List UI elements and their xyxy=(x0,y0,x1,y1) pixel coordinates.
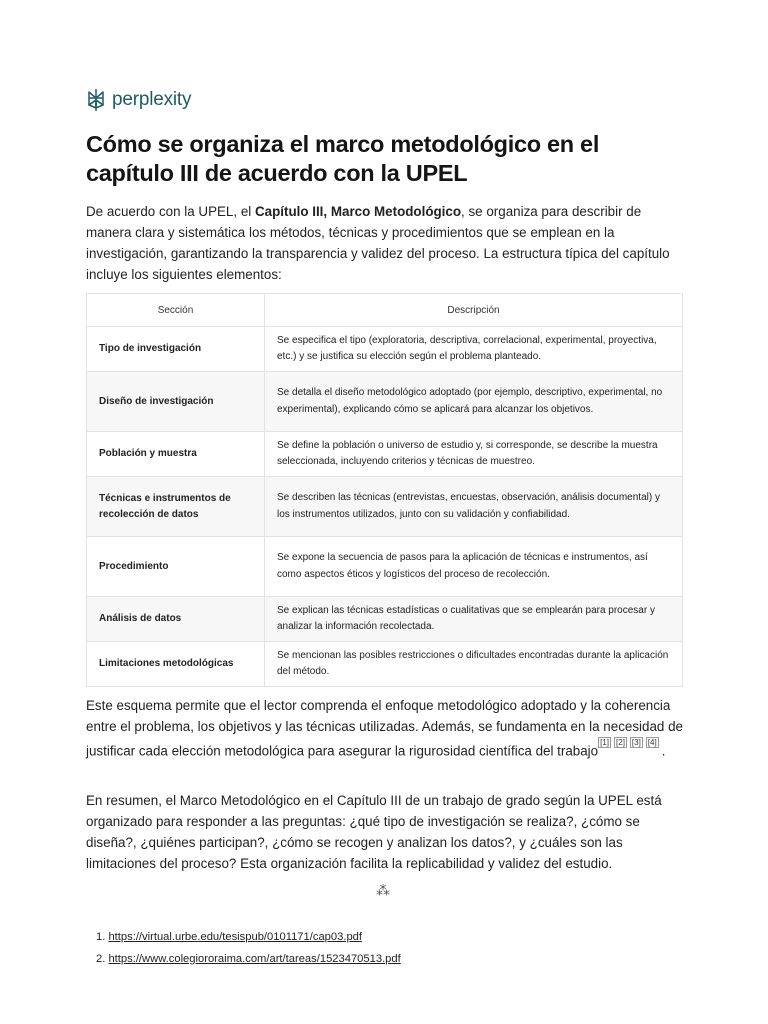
summary-text-end: . xyxy=(661,743,666,759)
description-cell: Se mencionan las posibles restricciones o dificultades encontradas durante la aplicación del método. xyxy=(265,642,683,687)
section-cell: Tipo de investigación xyxy=(87,327,265,372)
description-cell: Se describen las técnicas (entrevistas, encuestas, observación, análisis documental) y los instrumentos utilizados, junto con su validación y confiabilidad. xyxy=(265,477,683,537)
section-cell: Procedimiento xyxy=(87,537,265,597)
intro-text-start: De acuerdo con la UPEL, el xyxy=(86,204,255,219)
description-cell: Se define la población o universo de estudio y, si corresponde, se describe la muestra seleccionada, incluyendo criterios y técnicas de muestreo. xyxy=(265,432,683,477)
summary-text: Este esquema permite que el lector comprenda el enfoque metodológico adoptado y la coherencia entre el problema, los objetivos y las técnicas utilizadas. Además, se fundamenta en la necesidad de justificar cada elección metodológica para asegurar la rigurosidad científica del trabajo xyxy=(86,698,683,759)
table-row xyxy=(87,327,683,372)
section-cell: Limitaciones metodológicas xyxy=(87,642,265,687)
description-cell: Se expone la secuencia de pasos para la aplicación de técnicas e instrumentos, así como aspectos éticos y logísticos del proceso de recolección. xyxy=(265,537,683,597)
intro-bold: Capítulo III, Marco Metodológico xyxy=(254,204,462,219)
conclusion-paragraph: En resumen, el Marco Metodológico en el Capítulo III de un trabajo de grado según la UPEL está organizado para responder a las preguntas: ¿qué tipo de investigación se realiza?, ¿cómo se diseña?, ¿quiénes participan?, ¿cómo se recogen y analizan los datos?, y ¿cuáles son las limitaciones del proceso? Esta organización facilita la replicabilidad y validez del estudio. xyxy=(86,793,662,871)
reference-link[interactable]: https://www.colegiororaima.com/art/tareas/1523470513.pdf xyxy=(108,953,401,965)
description-cell: Se detalla el diseño metodológico adoptado (por ejemplo, descriptivo, experimental, no experimental), explicando cómo se aplicará para alcanzar los objetivos. xyxy=(265,372,683,432)
reference-item xyxy=(96,926,401,948)
perplexity-logo-icon xyxy=(86,88,106,112)
citation-link-4[interactable]: [4] xyxy=(647,737,657,747)
summary-paragraph xyxy=(86,695,691,761)
section-divider: ⁂ xyxy=(376,882,390,898)
table-row xyxy=(87,642,683,687)
reference-item xyxy=(96,948,401,970)
citation-link-1[interactable]: [1] xyxy=(600,737,610,747)
page-title: Cómo se organiza el marco metodológico en el capítulo III de acuerdo con la UPEL xyxy=(86,131,600,186)
citation-link-3[interactable]: [3] xyxy=(631,737,641,747)
section-cell: Diseño de investigación xyxy=(87,372,265,432)
brand-name: perplexity xyxy=(112,89,192,110)
description-cell: Se especifica el tipo (exploratoria, descriptiva, correlacional, experimental, proyectiva, etc.) y se justifica su elección según el problema planteado. xyxy=(265,327,683,372)
intro-text-end: , se organiza para describir de manera clara y sistemática los métodos, técnicas y procedimientos que se emplean en la investigación, garantizando la transparencia y validez del proceso. La estructura típica del capítulo incluye los siguientes elementos: xyxy=(86,204,670,282)
section-cell: Técnicas e instrumentos de recolección de datos xyxy=(87,477,265,537)
description-cell: Se explican las técnicas estadísticas o cualitativas que se emplearán para procesar y analizar la información recolectada. xyxy=(265,597,683,642)
section-cell: Población y muestra xyxy=(87,432,265,477)
references-list xyxy=(96,926,401,970)
table-header-row xyxy=(87,294,683,327)
column-header-section: Sección xyxy=(87,294,265,327)
reference-number: 2. xyxy=(96,953,106,965)
reference-number: 1. xyxy=(96,931,106,943)
table-row xyxy=(87,537,683,597)
section-cell: Análisis de datos xyxy=(87,597,265,642)
perplexity-logo xyxy=(86,88,191,112)
reference-link[interactable]: https://virtual.urbe.edu/tesispub/0101171/cap03.pdf xyxy=(108,931,363,943)
table-row xyxy=(87,372,683,432)
citation-link-2[interactable]: [2] xyxy=(616,737,625,747)
table-row xyxy=(87,477,683,537)
intro-paragraph xyxy=(86,201,686,285)
column-header-description: Descripción xyxy=(265,294,683,327)
structure-table xyxy=(86,293,683,687)
table-row xyxy=(87,432,683,477)
table-row xyxy=(87,597,683,642)
